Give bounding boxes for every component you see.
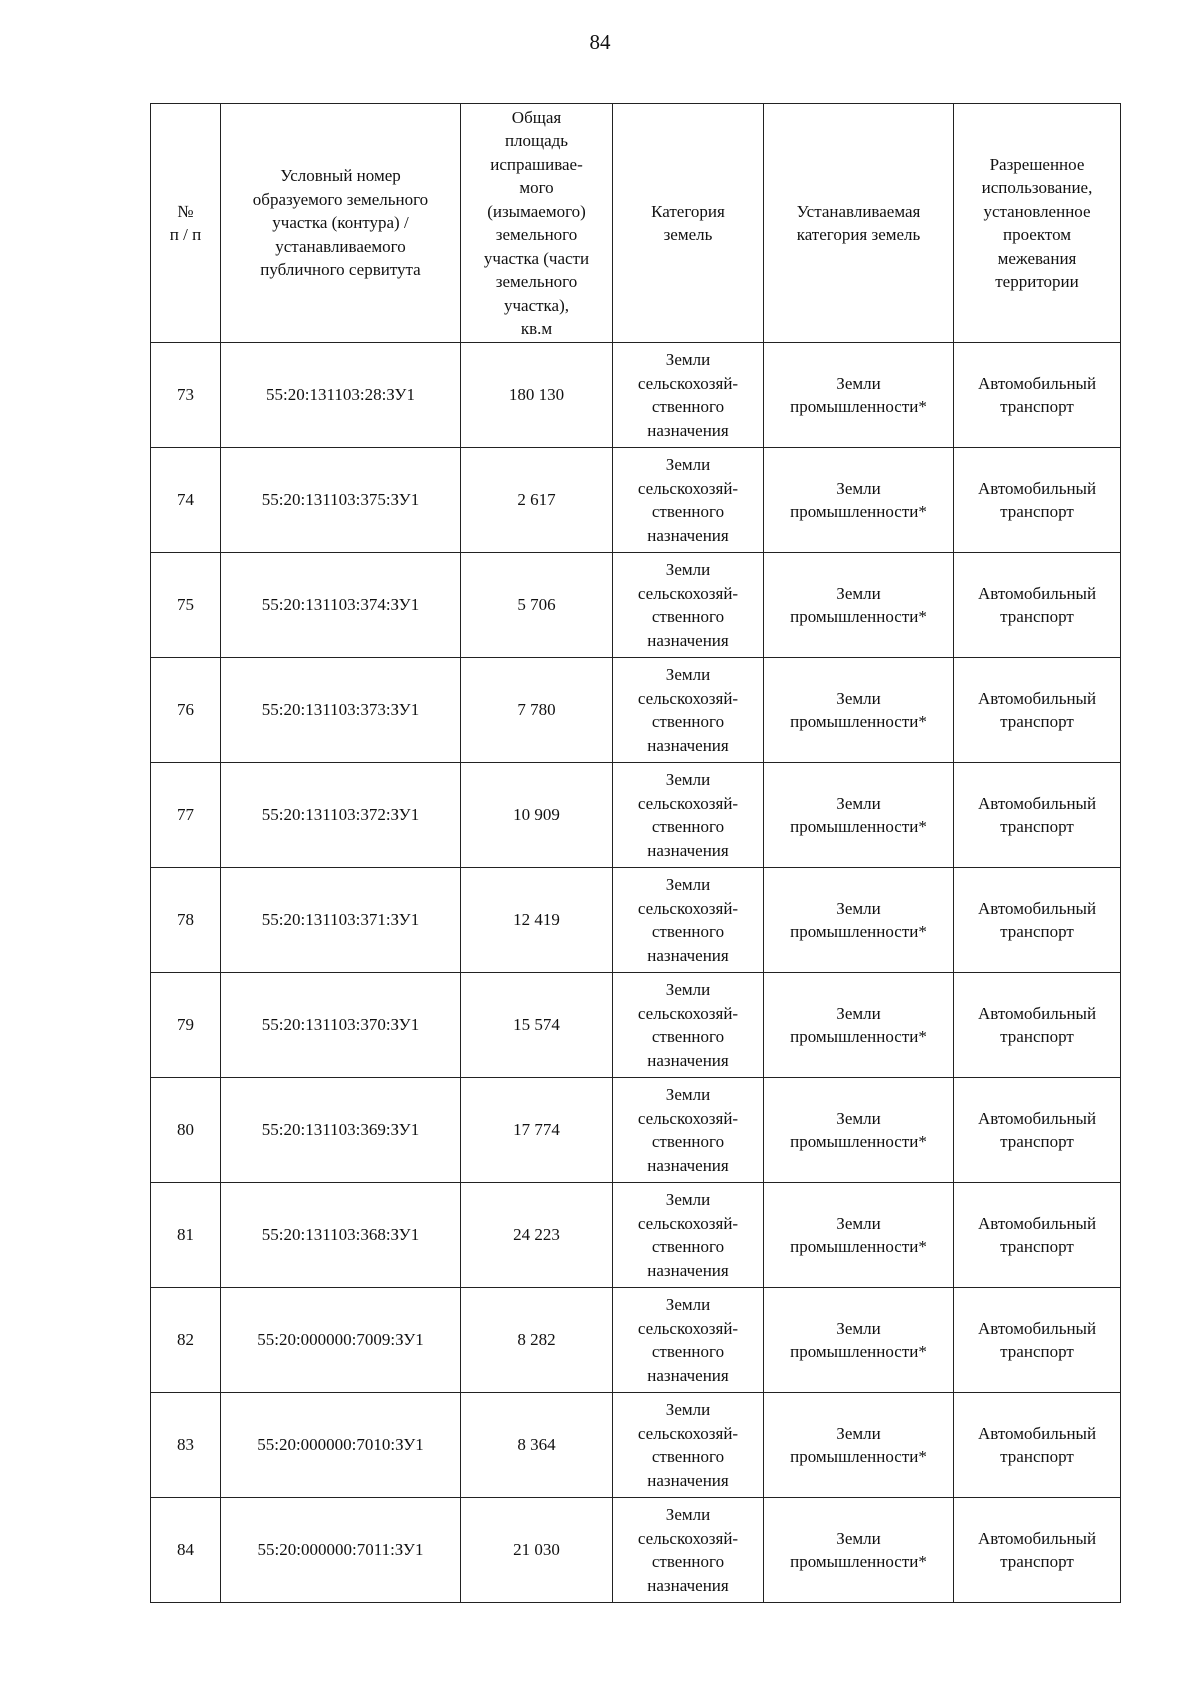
cell-number: 75 [151,553,221,658]
cell-plot-id: 55:20:131103:374:ЗУ1 [221,553,461,658]
cell-category: Земли сельскохозяй- ственного назначения [613,448,764,553]
cell-number: 76 [151,658,221,763]
page-number: 84 [589,30,611,54]
cell-area: 21 030 [461,1498,613,1603]
table-row [151,1078,1121,1183]
cell-category: Земли сельскохозяй- ственного назначения [613,868,764,973]
cell-category: Земли сельскохозяй- ственного назначения [613,553,764,658]
cell-permitted-use: Автомобильный транспорт [954,973,1121,1078]
table-row [151,658,1121,763]
cell-new-category: Земли промышленности* [764,1288,954,1393]
cell-category: Земли сельскохозяй- ственного назначения [613,343,764,448]
table-row [151,553,1121,658]
cell-category: Земли сельскохозяй- ственного назначения [613,1078,764,1183]
cell-new-category: Земли промышленности* [764,973,954,1078]
cell-plot-id: 55:20:000000:7011:ЗУ1 [221,1498,461,1603]
cell-permitted-use: Автомобильный транспорт [954,658,1121,763]
cell-area: 2 617 [461,448,613,553]
cell-plot-id: 55:20:131103:370:ЗУ1 [221,973,461,1078]
cell-permitted-use: Автомобильный транспорт [954,763,1121,868]
cell-category: Земли сельскохозяй- ственного назначения [613,763,764,868]
table-row [151,448,1121,553]
cell-permitted-use: Автомобильный транспорт [954,448,1121,553]
cell-area: 12 419 [461,868,613,973]
cell-plot-id: 55:20:131103:371:ЗУ1 [221,868,461,973]
cell-category: Земли сельскохозяй- ственного назначения [613,658,764,763]
cell-number: 84 [151,1498,221,1603]
table-body [151,343,1121,1603]
cell-area: 15 574 [461,973,613,1078]
cell-new-category: Земли промышленности* [764,1078,954,1183]
cell-area: 10 909 [461,763,613,868]
cell-plot-id: 55:20:131103:372:ЗУ1 [221,763,461,868]
cell-new-category: Земли промышленности* [764,658,954,763]
header-plot-id: Условный номер образуемого земельного участка (контура) / устанавливаемого публичного сервитута [221,104,461,343]
cell-plot-id: 55:20:131103:375:ЗУ1 [221,448,461,553]
cell-area: 8 364 [461,1393,613,1498]
cell-plot-id: 55:20:000000:7009:ЗУ1 [221,1288,461,1393]
cell-category: Земли сельскохозяй- ственного назначения [613,1498,764,1603]
header-row [151,104,1121,343]
header-area: Общая площадь испрашивае- мого (изымаемого) земельного участка (части земельного участка), кв.м [461,104,613,343]
cell-new-category: Земли промышленности* [764,343,954,448]
cell-permitted-use: Автомобильный транспорт [954,1078,1121,1183]
cell-permitted-use: Автомобильный транспорт [954,868,1121,973]
cell-permitted-use: Автомобильный транспорт [954,343,1121,448]
land-plots-table [150,103,1121,1603]
header-category: Категория земель [613,104,764,343]
table-row [151,1183,1121,1288]
cell-permitted-use: Автомобильный транспорт [954,1498,1121,1603]
header-number: № п / п [151,104,221,343]
table-row [151,1498,1121,1603]
cell-area: 8 282 [461,1288,613,1393]
cell-area: 7 780 [461,658,613,763]
cell-new-category: Земли промышленности* [764,1183,954,1288]
cell-category: Земли сельскохозяй- ственного назначения [613,973,764,1078]
cell-plot-id: 55:20:131103:368:ЗУ1 [221,1183,461,1288]
cell-plot-id: 55:20:131103:369:ЗУ1 [221,1078,461,1183]
cell-number: 78 [151,868,221,973]
table-row [151,973,1121,1078]
cell-new-category: Земли промышленности* [764,763,954,868]
table-row [151,763,1121,868]
table-row [151,1393,1121,1498]
table-row [151,868,1121,973]
table-header [151,104,1121,343]
cell-new-category: Земли промышленности* [764,553,954,658]
cell-category: Земли сельскохозяй- ственного назначения [613,1183,764,1288]
cell-area: 24 223 [461,1183,613,1288]
cell-number: 74 [151,448,221,553]
cell-permitted-use: Автомобильный транспорт [954,1183,1121,1288]
header-new-category: Устанавливаемая категория земель [764,104,954,343]
cell-area: 180 130 [461,343,613,448]
cell-permitted-use: Автомобильный транспорт [954,1288,1121,1393]
cell-plot-id: 55:20:131103:28:ЗУ1 [221,343,461,448]
cell-number: 82 [151,1288,221,1393]
cell-new-category: Земли промышленности* [764,448,954,553]
cell-category: Земли сельскохозяй- ственного назначения [613,1393,764,1498]
cell-category: Земли сельскохозяй- ственного назначения [613,1288,764,1393]
cell-permitted-use: Автомобильный транспорт [954,553,1121,658]
header-permitted-use: Разрешенное использование, установленное проектом межевания территории [954,104,1121,343]
cell-new-category: Земли промышленности* [764,1498,954,1603]
cell-number: 81 [151,1183,221,1288]
cell-number: 79 [151,973,221,1078]
cell-permitted-use: Автомобильный транспорт [954,1393,1121,1498]
cell-number: 73 [151,343,221,448]
cell-new-category: Земли промышленности* [764,868,954,973]
cell-new-category: Земли промышленности* [764,1393,954,1498]
cell-number: 80 [151,1078,221,1183]
cell-plot-id: 55:20:131103:373:ЗУ1 [221,658,461,763]
table-row [151,1288,1121,1393]
cell-number: 77 [151,763,221,868]
cell-number: 83 [151,1393,221,1498]
cell-area: 17 774 [461,1078,613,1183]
table-row [151,343,1121,448]
cell-plot-id: 55:20:000000:7010:ЗУ1 [221,1393,461,1498]
cell-area: 5 706 [461,553,613,658]
